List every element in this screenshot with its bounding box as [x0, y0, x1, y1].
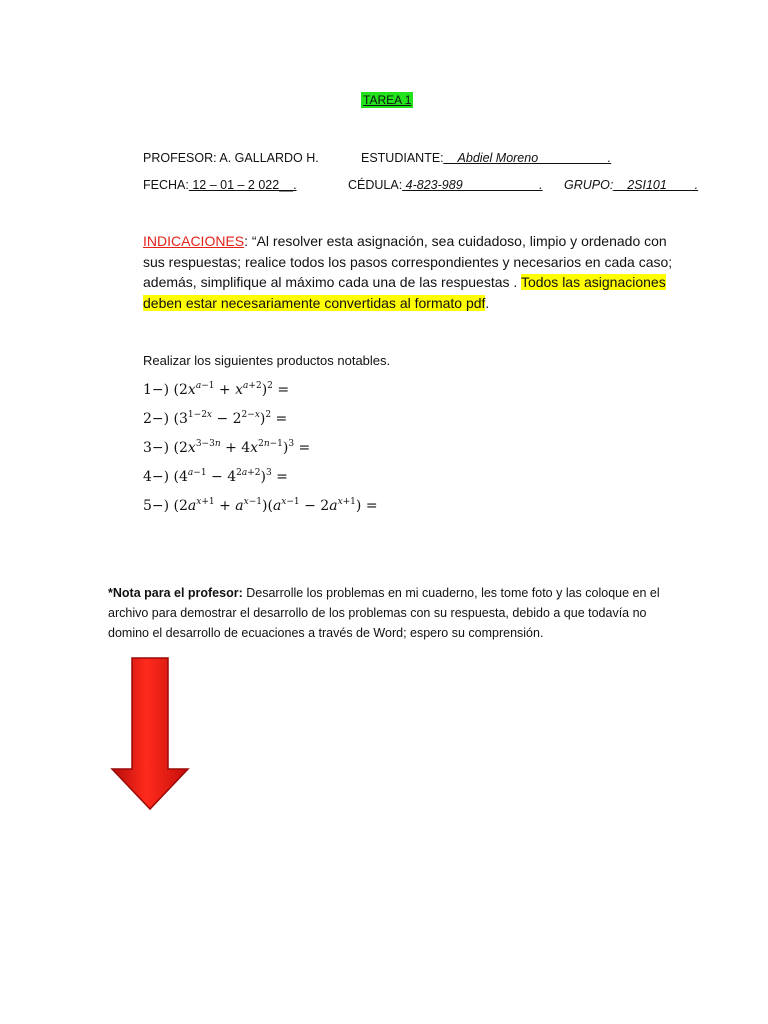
exercises-intro: Realizar los siguientes productos notables. — [143, 353, 391, 368]
cedula-value: 4-823-989___________. — [402, 178, 543, 192]
grupo-value: __2SI101____. — [613, 178, 699, 192]
nota-paragraph — [108, 583, 668, 643]
estudiante-label: ESTUDIANTE: — [361, 151, 444, 165]
indicaciones-end: . — [485, 294, 490, 311]
indicaciones-paragraph — [143, 231, 683, 313]
profesor-line: PROFESOR: A. GALLARDO H. — [143, 151, 319, 165]
document-title: TAREA 1 — [363, 93, 412, 107]
indicaciones-text: : “Al resolver esta asignación, sea cuidadoso, limpio y ordenado con sus respuestas; realice todos los pasos correspondientes y necesarios en cada caso; además, simplifique al máximo cada una de las respuestas . — [143, 233, 673, 290]
nota-label: *Nota para el profesor: — [108, 586, 243, 600]
fecha-line — [143, 176, 297, 194]
grupo-line — [564, 176, 698, 194]
fecha-label: FECHA: — [143, 178, 189, 192]
fecha-value: 12 – 01 – 2 022__. — [188, 178, 297, 192]
estudiante-value: __Abdiel Moreno__________. — [443, 151, 612, 165]
exercise-3: 3−) $(2x^{3-3n} + 4x^{2n-1})^3$ = — [143, 439, 311, 456]
indicaciones-label: INDICACIONES — [143, 233, 245, 249]
nota-text: Desarrolle los problemas en mi cuaderno, les tome foto y las coloque en el archivo para demostrar el desarrollo de los problemas con su respuesta, debido a que todavía no domino el desarrollo de ecuaciones a través de Word; espero su comprensión. — [108, 586, 660, 640]
cedula-label: CÉDULA: — [348, 178, 403, 192]
exercise-4: 4−) $(4^{a-1} - 4^{2a+2})^3$ = — [143, 468, 288, 485]
indicaciones-highlight: Todos las asignaciones deben estar necesariamente convertidas al formato pdf — [143, 274, 666, 311]
red-down-arrow-icon — [110, 655, 190, 811]
cedula-line — [348, 176, 543, 194]
exercise-1: 1−) $(2x^{a-1} + x^{a+2})^2$ = — [143, 381, 290, 398]
exercise-2: 2−) $(3^{1-2x} - 2^{2-x})^2$ = — [143, 410, 288, 427]
exercise-5: 5−) $(2a^{x+1} + a^{x-1})(a^{x-1} - 2a^{x+1})$ = — [143, 497, 378, 514]
estudiante-line — [361, 149, 611, 167]
grupo-label: GRUPO: — [564, 178, 614, 192]
